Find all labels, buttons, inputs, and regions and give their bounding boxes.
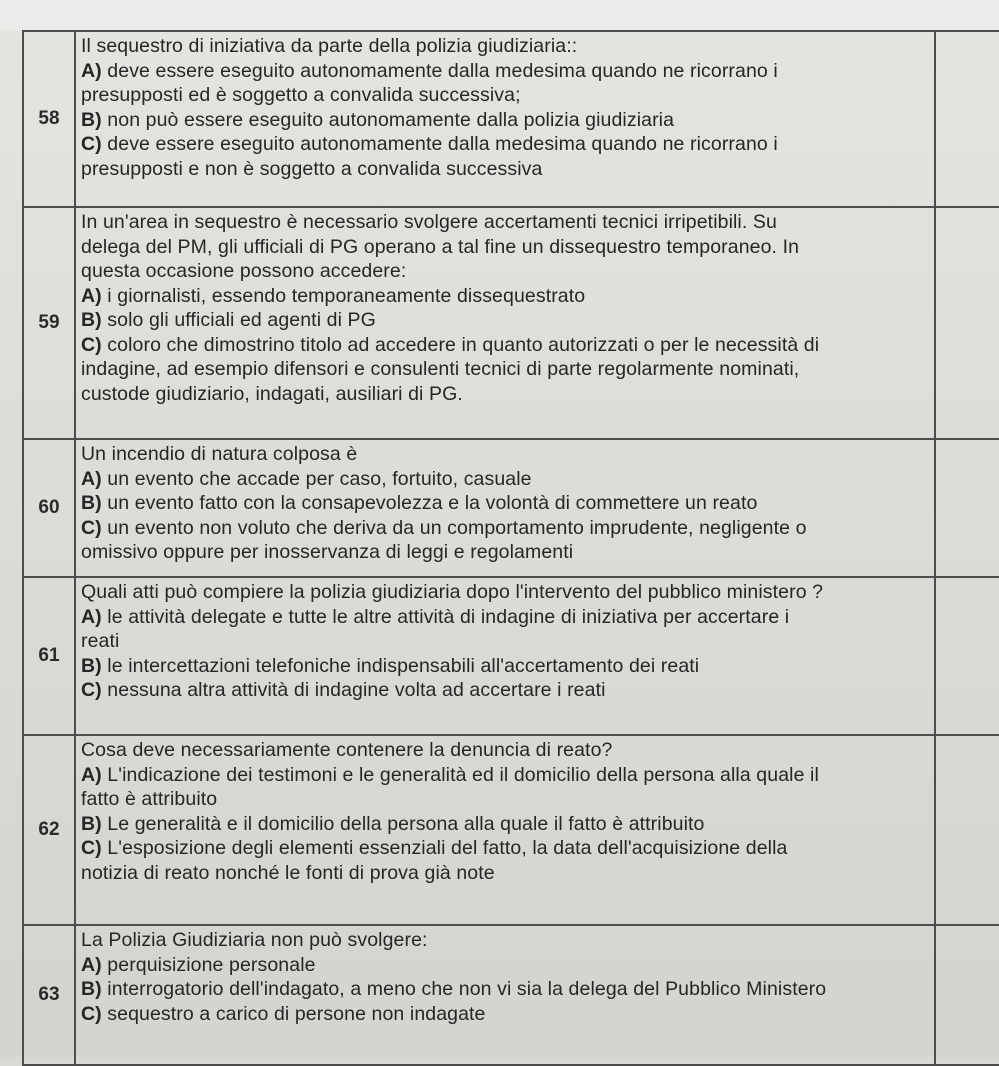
option-letter: C) [81,679,102,701]
option-letter: B) [81,108,102,131]
question-row [23,31,999,207]
answer-cell [935,577,999,735]
question-row [23,439,999,577]
option-line: C) sequestro a carico di persone non indagate [81,1002,486,1025]
quiz-table [22,30,999,1066]
question-number: 62 [23,735,75,925]
question-line: In un'area in sequestro è necessario svolgere accertamenti tecnici irripetibili. Su [81,211,777,233]
option-line: presupposti e non è soggetto a convalida successiva [81,157,543,180]
question-number: 63 [23,925,75,1065]
option-letter: C) [81,1002,102,1025]
option-line: C) nessuna altra attività di indagine volta ad accertare i reati [81,679,606,701]
option-line: questa occasione possono accedere: [81,260,407,282]
option-letter: C) [81,837,102,859]
question-number: 61 [23,577,75,735]
option-line: reati [81,630,120,652]
option-letter: A) [81,763,102,786]
question-row [23,925,999,1065]
option-line: A) un evento che accade per caso, fortuito, casuale [81,467,532,490]
option-line: A) perquisizione personale [81,953,316,976]
quiz-table-body [23,31,999,1065]
option-line: A) le attività delegate e tutte le altre attività di indagine di iniziativa per accertare i [81,605,790,628]
option-line: omissivo oppure per inosservanza di leggi e regolamenti [81,541,574,563]
question-line: Un incendio di natura colposa è [81,443,358,465]
option-line: B) Le generalità e il domicilio della persona alla quale il fatto è attribuito [81,812,705,835]
option-letter: A) [81,953,102,976]
option-line: B) interrogatorio dell'indagato, a meno che non vi sia la delega del Pubblico Ministero [81,978,827,1000]
answer-cell [935,439,999,577]
option-line: custode giudiziario, indagati, ausiliari di PG. [81,382,463,405]
option-line: presupposti ed è soggetto a convalida successiva; [81,84,521,106]
option-letter: B) [81,492,102,514]
option-letter: B) [81,309,102,331]
option-line: C) L'esposizione degli elementi essenziali del fatto, la data dell'acquisizione della [81,837,788,859]
question-text [75,207,935,439]
question-number: 59 [23,207,75,439]
question-row [23,577,999,735]
question-line: Quali atti può compiere la polizia giudiziaria dopo l'intervento del pubblico ministero ? [81,581,824,603]
answer-cell [935,735,999,925]
page-top-margin [0,0,999,30]
answer-cell [935,207,999,439]
option-letter: A) [81,59,102,82]
question-text [75,735,935,925]
option-line: B) solo gli ufficiali ed agenti di PG [81,309,376,331]
question-line: La Polizia Giudiziaria non può svolgere: [81,929,428,951]
question-row [23,207,999,439]
option-line: B) le intercettazioni telefoniche indispensabili all'accertamento dei reati [81,654,700,677]
question-number: 58 [23,31,75,207]
question-number: 60 [23,439,75,577]
option-line: B) non può essere eseguito autonomamente dalla polizia giudiziaria [81,108,675,131]
option-line: C) deve essere eseguito autonomamente dalla medesima quando ne ricorrano i [81,133,778,155]
question-text [75,925,935,1065]
question-text [75,577,935,735]
option-line: C) un evento non voluto che deriva da un comportamento imprudente, negligente o [81,516,807,539]
option-letter: A) [81,284,102,307]
option-letter: C) [81,516,102,539]
option-letter: C) [81,133,102,155]
option-letter: A) [81,605,102,628]
option-line: B) un evento fatto con la consapevolezza e la volontà di commettere un reato [81,492,758,514]
option-line: A) L'indicazione dei testimoni e le generalità ed il domicilio della persona alla quale il [81,763,819,786]
option-line: A) i giornalisti, essendo temporaneamente dissequestrato [81,284,586,307]
question-text [75,439,935,577]
option-letter: B) [81,654,102,677]
question-line: Cosa deve necessariamente contenere la denuncia di reato? [81,739,613,761]
question-text [75,31,935,207]
question-row [23,735,999,925]
question-line: Il sequestro di iniziativa da parte della polizia giudiziaria:: [81,35,578,57]
option-letter: C) [81,333,102,356]
option-line: indagine, ad esempio difensori e consulenti tecnici di parte regolarmente nominati, [81,358,800,380]
option-line: C) coloro che dimostrino titolo ad accedere in quanto autorizzati o per le necessità di [81,333,820,356]
option-line: notizia di reato nonché le fonti di prova già note [81,861,495,884]
option-line: fatto è attribuito [81,788,218,810]
option-line: delega del PM, gli ufficiali di PG operano a tal fine un dissequestro temporaneo. In [81,235,800,258]
option-letter: A) [81,467,102,490]
option-line: A) deve essere eseguito autonomamente dalla medesima quando ne ricorrano i [81,59,778,82]
answer-cell [935,31,999,207]
option-letter: B) [81,812,102,835]
option-letter: B) [81,978,102,1000]
answer-cell [935,925,999,1065]
